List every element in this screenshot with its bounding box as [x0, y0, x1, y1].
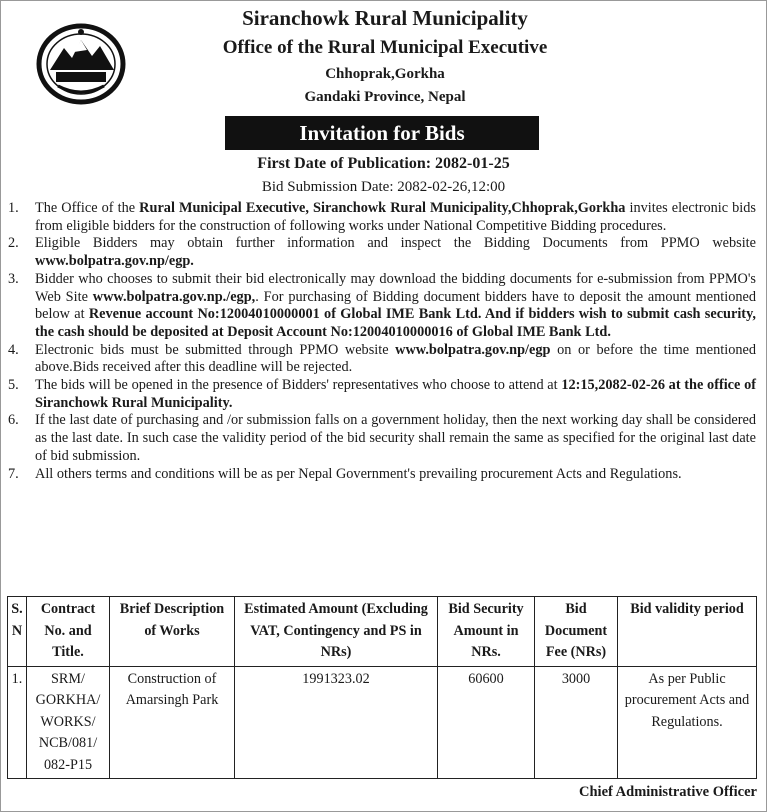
table-row	[8, 666, 757, 779]
emphasized-text: www.bolpatra.gov.np/egp.	[35, 253, 194, 270]
list-item-number: 6.	[8, 412, 19, 429]
text-run: Electronic bids must be submitted through PPMO website	[35, 341, 396, 358]
list-item	[8, 271, 756, 342]
office-name: Office of the Rural Municipal Executive	[222, 37, 548, 58]
text-run: The bids will be opened in the presence of Bidders' representatives who choose to attend at	[35, 377, 562, 394]
header-estimated-amount: Estimated Amount (Excluding VAT, Contingency and PS in NRs)	[235, 597, 438, 667]
text-run: All others terms and conditions will be as per Nepal Government's prevailing procurement Acts and Regulations.	[35, 465, 682, 482]
list-item	[8, 342, 756, 377]
list-item-number: 2.	[8, 235, 19, 252]
list-item-text	[35, 271, 756, 342]
text-run: Bidder who chooses to submit their bid electronically may download the bidding documents for e-submission from PPMO's Web Site	[35, 270, 756, 305]
header-sn: S. N	[8, 597, 27, 667]
office-address: Chhoprak,Gorkha	[325, 66, 445, 82]
list-item-text	[35, 235, 756, 270]
list-item-text	[35, 200, 756, 235]
cell-validity: As per Public procurement Acts and Regulations.	[618, 666, 757, 779]
cell-document-fee: 3000	[535, 666, 618, 779]
list-item-text	[35, 466, 756, 484]
publication-date: First Date of Publication: 2082-01-25	[257, 155, 510, 172]
header-contract: Contract No. and Title.	[27, 597, 110, 667]
list-item-number: 5.	[8, 377, 19, 394]
header-document-fee: Bid Document Fee (NRs)	[535, 597, 618, 667]
text-run: . For purchasing of Bidding document bidders have to deposit the amount mentioned below at	[35, 288, 756, 323]
emphasized-text: Revenue account No:12004010000001 of Global IME Bank Ltd. And if bidders wish to submit cash security, the cash should be deposited at Deposit Account No:12004010000016 of Global IME Bank Ltd.	[35, 306, 756, 340]
list-item-text	[35, 342, 756, 377]
text-run: on or before the time mentioned above.Bids received after this deadline will be rejected.	[35, 341, 757, 376]
cell-sn: 1.	[8, 666, 27, 779]
list-item-number: 4.	[8, 341, 19, 358]
emphasized-text: www.bolpatra.gov.np./egp,	[92, 288, 256, 305]
list-item	[8, 235, 756, 270]
signatory-title: Chief Administrative Officer	[579, 784, 757, 800]
list-item-number: 1.	[8, 200, 19, 216]
list-item	[8, 412, 756, 465]
list-item	[8, 466, 756, 484]
submission-date: Bid Submission Date: 2082-02-26,12:00	[261, 179, 506, 195]
emphasized-text: 12:15,2082-02-26 at the office of Siranchowk Rural Municipality.	[35, 377, 756, 411]
list-item-number: 3.	[8, 270, 19, 287]
list-item-text	[35, 377, 756, 412]
cell-bid-security: 60600	[438, 666, 535, 779]
notice-title-banner: Invitation for Bids	[225, 116, 539, 150]
bids-table	[7, 596, 757, 779]
municipality-emblem-icon	[34, 18, 128, 106]
text-run: invites electronic bids from eligible bidders for the construction of following works under National Competitive Bidding procedures.	[35, 200, 756, 234]
emphasized-text: www.bolpatra.gov.np/egp	[395, 341, 551, 358]
header-bid-security: Bid Security Amount in NRs.	[438, 597, 535, 667]
header-description: Brief Description of Works	[110, 597, 235, 667]
header-validity: Bid validity period	[618, 597, 757, 667]
table-header-row	[8, 597, 757, 667]
cell-contract: SRM/ GORKHA/ WORKS/ NCB/081/ 082-P15	[27, 666, 110, 779]
list-item-text	[35, 412, 756, 465]
list-item	[8, 377, 756, 412]
cell-description: Construction of Amarsingh Park	[110, 666, 235, 779]
office-province: Gandaki Province, Nepal	[304, 89, 466, 105]
text-run: Eligible Bidders may obtain further information and inspect the Bidding Documents from PPMO website	[35, 235, 756, 252]
cell-estimated-amount: 1991323.02	[235, 666, 438, 779]
text-run: The Office of the	[35, 200, 140, 216]
terms-list	[8, 200, 756, 483]
org-name: Siranchowk Rural Municipality	[242, 6, 528, 30]
emphasized-text: Rural Municipal Executive, Siranchowk Rural Municipality,Chhoprak,Gorkha	[139, 200, 626, 216]
list-item-number: 7.	[8, 465, 19, 482]
text-run: If the last date of purchasing and /or submission falls on a government holiday, then the next working day shall be considered as the last date. In such case the validity period of the bid security shall remain the same as specified for the original last date of bid submission.	[35, 412, 756, 464]
list-item	[8, 200, 756, 235]
